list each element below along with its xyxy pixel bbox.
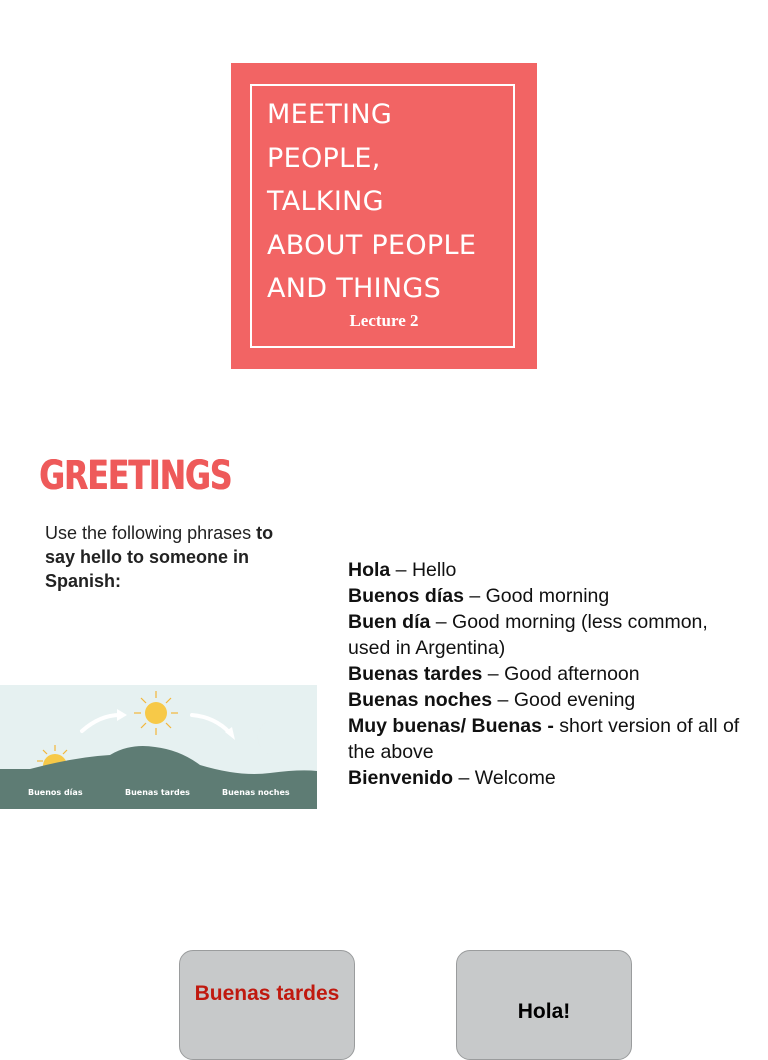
phrase-term: Bienvenido [348,767,454,789]
intro-bold: to say hello to someone in Spanish: [45,523,274,591]
flashcard-text: Hola! [517,1000,571,1023]
phrase-item [348,661,748,687]
title-text [267,93,527,311]
phrase-item [348,765,748,791]
phrase-meaning: short version of all of the above [348,715,740,763]
phrase-term: Hola [348,559,391,581]
phrase-term: Buenas tardes [348,663,483,685]
phrase-sep: – [492,689,514,711]
phrase-sep: – [463,585,486,607]
label-evening: Buenas noches [222,788,290,797]
label-morning: Buenos días [28,788,83,797]
intro-plain: Use the following phrases [45,523,252,543]
title-line: PEOPLE, [267,142,381,174]
label-afternoon: Buenas tardes [125,788,190,797]
phrase-meaning: Good evening [513,689,636,711]
phrase-sep: – [482,663,505,685]
flashcard-text: Buenas tardes [194,982,340,1005]
phrase-sep: – [430,611,453,633]
phrase-meaning: Good morning (less common, used in Argentina) [348,611,708,659]
title-line: MEETING [267,99,393,130]
phrase-meaning: Welcome [474,767,556,789]
phrase-term: Buenos días [348,585,464,607]
intro-text [45,521,295,593]
flashcard-buenas-tardes[interactable] [179,950,355,1060]
flashcard-hola[interactable] [456,950,632,1060]
phrase-meaning: Good afternoon [504,663,640,685]
phrase-item [348,687,748,713]
phrase-list [348,557,748,791]
title-line: TALKING [267,186,384,217]
phrase-term: Buen día [348,611,431,633]
phrase-item [348,557,748,583]
title-line: AND THINGS [267,273,442,304]
phrase-sep: – [453,767,475,789]
phrase-item [348,583,748,609]
lecture-subtitle: Lecture 2 [349,311,419,330]
phrase-meaning: Hello [411,559,457,581]
phrase-meaning: Good morning [485,585,610,607]
section-heading: GREETINGS [39,453,232,499]
phrase-term: Buenas noches [348,689,493,711]
phrase-term: Muy buenas/ Buenas - [348,715,554,737]
title-line: ABOUT PEOPLE [267,229,477,261]
title-card [231,63,537,369]
phrase-item [348,713,748,765]
time-of-day-illustration [0,685,317,809]
phrase-item [348,609,748,661]
phrase-sep: – [390,559,412,581]
